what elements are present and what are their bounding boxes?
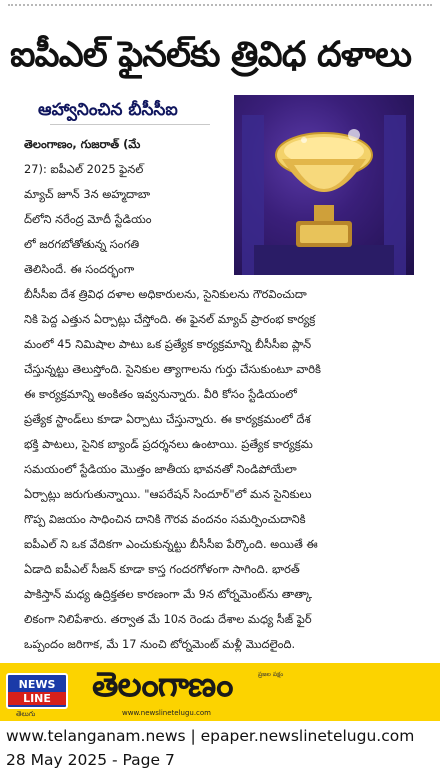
footer-links[interactable]: www.telanganam.news | epaper.newslinetelugu.com (6, 727, 415, 745)
body-line: మంలో 45 నిమిషాల పాటు ఒక ప్రత్యేక కార్యక్రమాన్ని బీసీసీఐ ప్లాన్ (24, 337, 312, 351)
body-line: బీసీసీఐ దేశ త్రివిధ దళాల అధికారులను, సైనికులను గౌరవించుదా (24, 287, 307, 301)
body-line: లో జరగబోతోతున్న సంగతి (24, 237, 140, 251)
body-line: చేస్తున్నట్టు తెలుస్తోంది. సైనికుల త్యాగాలను గుర్తు చేసుకుంటూ వారికి (24, 362, 321, 376)
body-line: 27): ఐపీఎల్ 2025 ఫైనల్ (24, 162, 144, 176)
body-line: ప్రత్యేక స్టాండ్‌లు కూడా ఏర్పాటు చేస్తున్నారు. ఈ కార్యక్రమంలో దేశ (24, 412, 311, 426)
article-subheadline: ఆహ్వానించిన బీసీసీఐ (38, 100, 178, 120)
body-line: ఐపీఎల్ ని ఒక వేదికగా ఎంచుకున్నట్టు బీసీసీఐ పేర్కొంది. అయితే ఈ (24, 537, 318, 551)
body-line: సమయంలో స్టేడియం మొత్తం జాతీయ భావనతో నిండిపోయేలా (24, 462, 297, 476)
body-line: పాకిస్తాన్ మధ్య ఉద్రిక్తతల కారణంగా మే 9న టోర్నమెంట్‌ను తాత్కా (24, 587, 313, 601)
logo-line-text: LINE (8, 692, 66, 705)
logo-subtitle: తెలుగు (16, 710, 36, 718)
body-line: ఒప్పందం జరిగాక, మే 17 నుంచి టోర్నమెంట్ మళ్లీ మొదలైంది. (24, 637, 296, 651)
body-line: ద్‌లోని నరేంద్ర మోదీ స్టేడియం (24, 212, 152, 226)
subheadline-underline (50, 124, 210, 125)
brand-website[interactable]: www.newslinetelugu.com (122, 709, 211, 717)
telanganam-brand: తెలంగాణం (92, 665, 233, 705)
body-line: ఏర్పాట్లు జరుగుతున్నాయి. "ఆపరేషన్ సిందూర్"లో మన సైనికులు (24, 487, 312, 501)
body-line: తెలంగాణం, గుజరాత్ (మే (24, 137, 141, 151)
brand-tagline: ప్రజల పక్షం (258, 671, 284, 678)
body-line: గొప్ప విజయం సాధించిన దానికి గౌరవ వందనం సమర్పించుదానికి (24, 512, 306, 526)
article-body (24, 132, 418, 657)
body-line: మ్యాచ్ జూన్ 3న అహ్మదాబా (24, 187, 151, 201)
body-line: లికంగా నిలిపేశారు. తర్వాత మే 10న రెండు దేశాల మధ్య సీజ్ ఫైర్ (24, 612, 312, 626)
logo-news-text: NEWS (18, 678, 56, 691)
body-line: భక్తి పాటలు, సైనిక బ్యాండ్ ప్రదర్శనలు ఉంటాయి. ప్రత్యేక కార్యక్రమ (24, 437, 313, 451)
top-divider (8, 4, 432, 6)
article-headline: ఐపీఎల్ ఫైనల్‌కు త్రివిధ దళాలు (10, 35, 412, 75)
masthead-banner (0, 663, 440, 721)
body-line: తెలిసిందే. ఈ సందర్భంగా (24, 262, 135, 276)
body-line: నికి పెద్ద ఎత్తున ఏర్పాట్లు చేస్తోంది. ఈ ఫైనల్ మ్యాచ్ ప్రారంభ కార్యక్ర (24, 312, 316, 326)
body-line: ఏడాది ఐపీఎల్ సీజన్ కూడా కాస్త గందరగోళంగా సాగింది. భారత్ (24, 562, 300, 576)
newsline-logo[interactable] (6, 673, 68, 709)
issue-date-page: 28 May 2025 - Page 7 (6, 751, 175, 769)
body-line: ఈ కార్యక్రమాన్ని అంకితం ఇవ్వనున్నారు. వీరి కోసం స్టేడియంలో (24, 387, 297, 401)
